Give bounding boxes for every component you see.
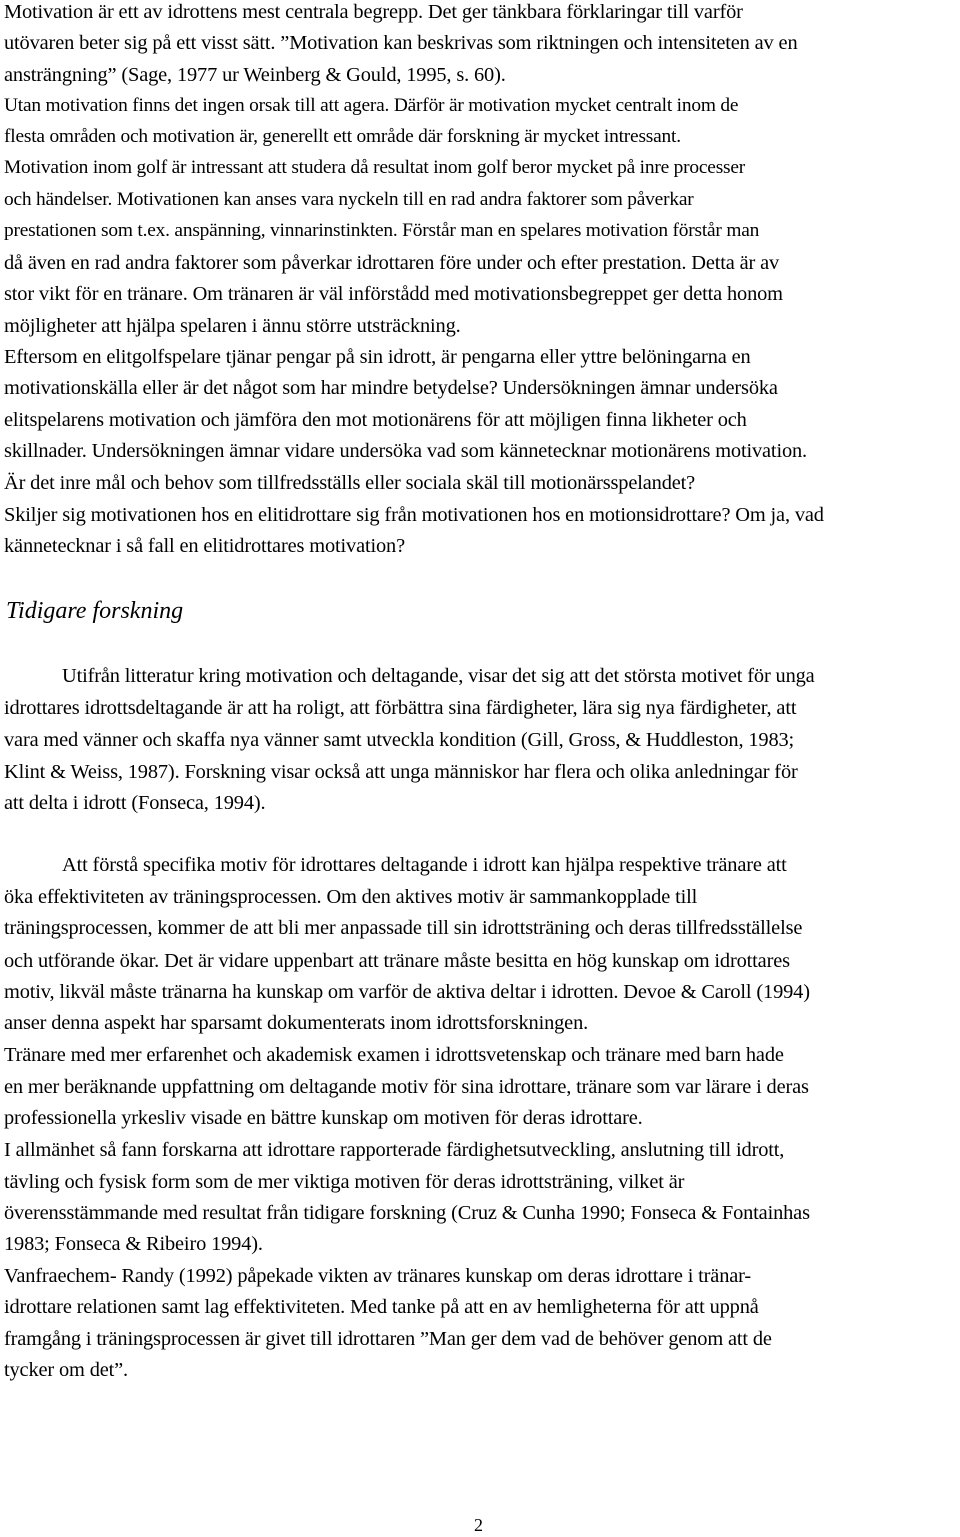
paragraph-first-line: Utifrån litteratur kring motivation och deltagande, visar det sig att det största motivet för unga bbox=[62, 665, 815, 687]
body-line: professionella yrkesliv visade en bättre kunskap om motiven för deras idrottare. bbox=[4, 1107, 643, 1129]
body-line: tycker om det”. bbox=[4, 1359, 129, 1381]
body-line: Skiljer sig motivationen hos en elitidrottare sig från motivationen hos en motionsidrottare? Om ja, vad bbox=[4, 504, 824, 526]
body-line: idrottares idrottsdeltagande är att ha roligt, att förbättra sina färdigheter, lära sig nya färdigheter, att bbox=[4, 697, 797, 719]
body-line: att delta i idrott (Fonseca, 1994). bbox=[4, 792, 266, 814]
body-line: stor vikt för en tränare. Om tränaren är väl införstådd med motivationsbegreppet ger detta honom bbox=[4, 283, 783, 305]
body-line: Är det inre mål och behov som tillfredsställs eller sociala skäl till motionärsspelandet? bbox=[4, 472, 696, 494]
body-line: vara med vänner och skaffa nya vänner samt utveckla kondition (Gill, Gross, & Huddleston, 1983; bbox=[4, 729, 795, 751]
body-line: och utförande ökar. Det är vidare uppenbart att tränare måste besitta en hög kunskap om idrottares bbox=[4, 950, 790, 972]
body-line: överensstämmande med resultat från tidigare forskning (Cruz & Cunha 1990; Fonseca & Fontainhas bbox=[4, 1202, 810, 1224]
body-line: elitspelarens motivation och jämföra den mot motionärens för att möjligen finna likheter och bbox=[4, 409, 747, 431]
body-line: utövaren beter sig på ett visst sätt. ”Motivation kan beskrivas som riktningen och intensiteten av en bbox=[4, 32, 798, 54]
body-line: flesta områden och motivation är, generellt ett område där forskning är mycket intressant. bbox=[4, 126, 681, 147]
body-line: Eftersom en elitgolfspelare tjänar pengar på sin idrott, är pengarna eller yttre belöningarna en bbox=[4, 346, 751, 368]
paragraph-first-line: Att förstå specifika motiv för idrottares deltagande i idrott kan hjälpa respektive tränare att bbox=[62, 854, 787, 876]
body-line: och händelser. Motivationen kan anses vara nyckeln till en rad andra faktorer som påverkar bbox=[4, 189, 694, 210]
body-line: 1983; Fonseca & Ribeiro 1994). bbox=[4, 1233, 263, 1255]
body-line: möjligheter att hjälpa spelaren i ännu större utsträckning. bbox=[4, 315, 461, 337]
body-line: I allmänhet så fann forskarna att idrottare rapporterade färdighetsutveckling, anslutning till idrott, bbox=[4, 1139, 785, 1161]
body-line: prestationen som t.ex. anspänning, vinnarinstinkten. Förstår man en spelares motivation förstår man bbox=[4, 220, 760, 241]
body-line: Vanfraechem- Randy (1992) påpekade vikten av tränares kunskap om deras idrottare i tränar- bbox=[4, 1265, 752, 1287]
page-number: 2 bbox=[474, 1515, 483, 1535]
body-line: då även en rad andra faktorer som påverkar idrottaren före under och efter prestation. Detta är av bbox=[4, 252, 780, 274]
body-line: skillnader. Undersökningen ämnar vidare undersöka vad som kännetecknar motionärens motivation. bbox=[4, 440, 807, 462]
body-line: Klint & Weiss, 1987). Forskning visar också att unga människor har flera och olika anledningar för bbox=[4, 761, 798, 783]
body-line: ansträngning” (Sage, 1977 ur Weinberg & Gould, 1995, s. 60). bbox=[4, 64, 506, 86]
body-line: idrottare relationen samt lag effektiviteten. Med tanke på att en av hemligheterna för att uppnå bbox=[4, 1296, 759, 1318]
body-line: motivationskälla eller är det något som har mindre betydelse? Undersökningen ämnar undersöka bbox=[4, 377, 778, 399]
body-line: Tränare med mer erfarenhet och akademisk examen i idrottsvetenskap och tränare med barn hade bbox=[4, 1044, 784, 1066]
body-line: Motivation är ett av idrottens mest centrala begrepp. Det ger tänkbara förklaringar till varför bbox=[4, 1, 743, 23]
body-line: motiv, likväl måste tränarna ha kunskap om varför de aktiva deltar i idrotten. Devoe & Caroll (1994) bbox=[4, 981, 810, 1003]
body-line: kännetecknar i så fall en elitidrottares motivation? bbox=[4, 535, 405, 557]
body-line: framgång i träningsprocessen är givet till idrottaren ”Man ger dem vad de behöver genom att de bbox=[4, 1328, 772, 1350]
body-line: en mer beräknande uppfattning om deltagande motiv för sina idrottare, tränare som var lärare i deras bbox=[4, 1076, 809, 1098]
body-line: Utan motivation finns det ingen orsak till att agera. Därför är motivation mycket centralt inom de bbox=[4, 95, 739, 116]
body-line: anser denna aspekt har sparsamt dokumenterats inom idrottsforskningen. bbox=[4, 1012, 589, 1034]
body-line: öka effektiviteten av träningsprocessen. Om den aktives motiv är sammankopplade till bbox=[4, 886, 698, 908]
body-line: Motivation inom golf är intressant att studera då resultat inom golf beror mycket på inre processer bbox=[4, 157, 746, 178]
section-heading: Tidigare forskning bbox=[6, 598, 184, 624]
body-line: tävling och fysisk form som de mer viktiga motiven för deras idrottsträning, vilket är bbox=[4, 1171, 685, 1193]
body-line: träningsprocessen, kommer de att bli mer anpassade till sin idrottsträning och deras tillfredsställelse bbox=[4, 917, 803, 939]
